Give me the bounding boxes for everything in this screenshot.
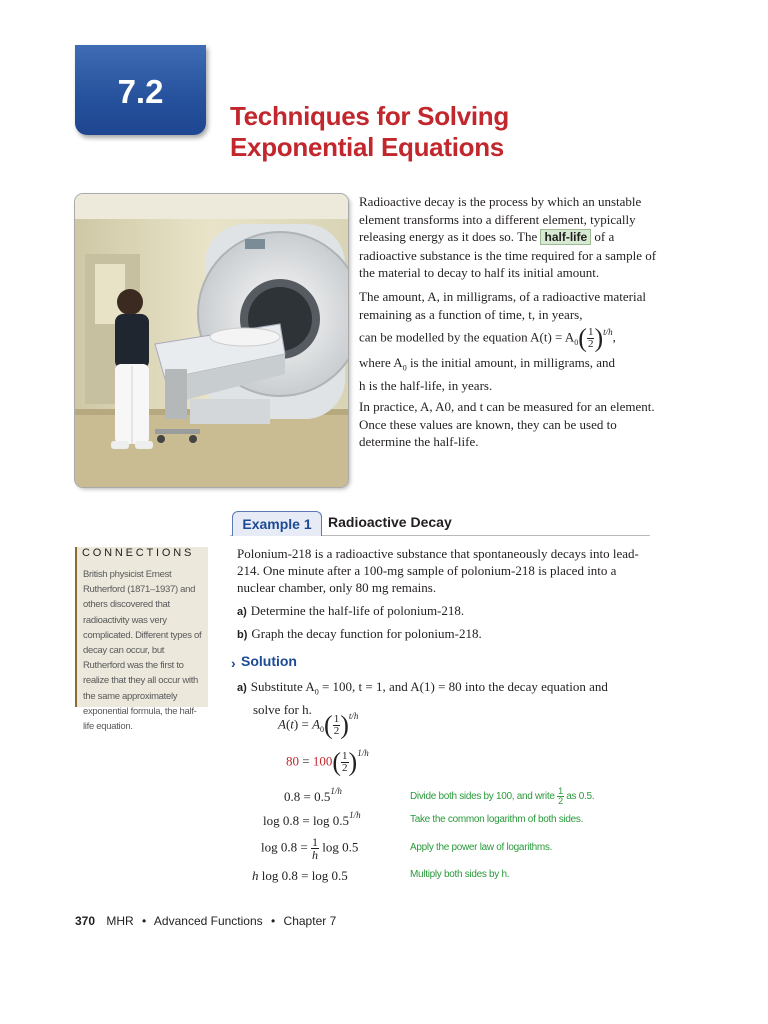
page-title (230, 101, 509, 163)
equation-step-3: $0.8 = 0.5^{1/h}$ (284, 786, 342, 804)
fraction-one-half: $\frac{1}{2}$ (587, 326, 594, 350)
step-note-1: Divide both sides by 100, and write $\frac{1}{2}$ as 0.5. (410, 786, 595, 806)
intro-text: In practice, A, A0, and t can be measured for an element. Once these values are known, they can be used to determine the half-life. (359, 399, 655, 449)
intro-paragraph-3 (359, 398, 659, 451)
part-a-text: Determine the half-life of polonium-218. (250, 603, 465, 618)
footer-chapter: Chapter 7 (283, 914, 337, 928)
decay-equation-line: can be modelled by the equation $A(t) = A_0$( $\frac{1}{2}$ )$^{t/h}$, (359, 323, 616, 353)
part-b (237, 625, 657, 644)
title-line-1: Techniques for Solving (230, 101, 509, 131)
equation-step-5: log 0.8 = $\frac{1}{h}$ log 0.5 (261, 835, 359, 862)
title-line-2: Exponential Equations (230, 132, 504, 162)
example-title: Radioactive Decay (328, 514, 452, 530)
part-b-label: b) (237, 629, 248, 641)
step-note-2: Take the common logarithm of both sides. (410, 814, 584, 825)
solution-part-a-label: a) (237, 682, 247, 694)
intro-text: Radioactive decay is the process by which an unstable element transforms into a different element, typically releasing energy as it does so. The (359, 194, 642, 244)
equation-step-1: $A(t) = A_0$( $\frac{1}{2}$ )$^{t/h}$ (278, 710, 359, 740)
intro-text: is the initial amount, in milligrams, and (409, 354, 616, 370)
part-b-text: Graph the decay function for polonium-218. (251, 626, 482, 641)
mri-scanner-photo (75, 194, 348, 487)
example-label: Example 1 (232, 511, 322, 536)
problem-text: Polonium-218 is a radioactive substance that spontaneously decays into lead-214. One minute after a 100-mg sample of polonium-218 is placed into a nuclear chamber, only 80 mg remains. (237, 546, 639, 595)
solution-text: = 100, t = 1, and A(1) = 80 into the decay equation and (321, 679, 608, 694)
note-text: as 0.5. (566, 791, 595, 803)
equation-step-6: h log 0.8 = log 0.5 (252, 868, 348, 883)
solution-text: Substitute A (250, 679, 315, 694)
page-number: 370 (75, 914, 96, 928)
footer-publisher: MHR (106, 914, 134, 928)
intro-text: can be modelled by the equation A(t) = A (359, 329, 575, 345)
step-note-3: Apply the power law of logarithms. (410, 842, 553, 853)
intro-paragraph-2: The amount, A, in milligrams, of a radioactive material remaining as a function of time, t, in years, can be modelled by the equation $A(t) = A_0$( $\frac{1}{2}$ )$^{t/h}$, where $A_0$ is the initial amount, in milligrams, and h is the half-life, in years. (359, 288, 659, 394)
section-number-tab (75, 45, 206, 135)
intro-paragraph-1 (359, 193, 659, 282)
solution-chevron-icon: › (231, 655, 236, 671)
equation-step-2: 80 = 100( $\frac{1}{2}$ )$^{1/h}$ (286, 747, 369, 777)
equation-step-4: $\log 0.8 = \log 0.5^{1/h}$ (263, 810, 361, 828)
part-a (237, 602, 657, 621)
footer-book: Advanced Functions (153, 914, 263, 928)
intro-text: where A (359, 354, 403, 370)
page-footer: 370 MHR • Advanced Functions • Chapter 7 (75, 914, 337, 928)
section-number: 7.2 (117, 73, 164, 110)
solution-intro: a) Substitute $A_0 = 100$, t = 1, and A(1) = 80 into the decay equation and solve for h. (237, 678, 657, 718)
step-note-4: Multiply both sides by h. (410, 869, 510, 880)
note-text: Divide both sides by 100, and write (410, 791, 555, 803)
part-a-label: a) (237, 606, 247, 618)
intro-text: of a radioactive substance is the time required for a sample of the material to decay to half its initial amount. (359, 229, 657, 280)
intro-text: h is the half-life, in years. (359, 377, 493, 393)
example-problem (237, 545, 657, 644)
solution-text: solve for h. (253, 701, 312, 717)
connections-body: British physicist Ernest Rutherford (1871–1937) and others discovered that radioactivity was very complicated. Different types of decay can occur, but Rutherford was the first to realize that they all occur with the same approximately exponential formula, the half-life equation. (83, 569, 202, 733)
solution-heading: Solution (241, 653, 297, 669)
keyword-half-life[interactable]: half-life (540, 229, 591, 245)
connections-title: CONNECTIONS (82, 547, 195, 559)
intro-text: The amount, A, in milligrams, of a radioactive material remaining as a function of time, t, in years, (359, 289, 646, 322)
